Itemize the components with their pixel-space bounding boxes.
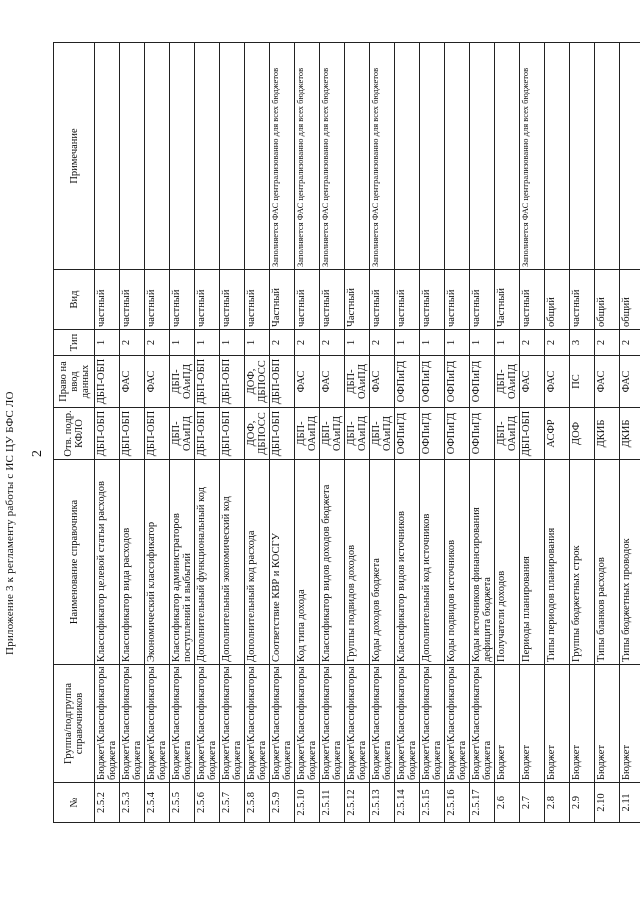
cell-rights: ДБП-ОБП (220, 356, 245, 408)
cell-rights: ПС (570, 356, 595, 408)
cell-kind: общий (595, 270, 620, 330)
cell-rights: ОФПиГД (395, 356, 420, 408)
cell-num: 2.5.16 (445, 783, 470, 823)
cell-name: Дополнительный код расхода (245, 460, 270, 665)
cell-type: 1 (195, 330, 220, 356)
cell-type: 2 (320, 330, 345, 356)
cell-group: Бюджет (595, 665, 620, 783)
cell-kind: Частный (270, 270, 295, 330)
cell-kind: частный (470, 270, 495, 330)
cell-name: Код типа дохода (295, 460, 320, 665)
col-header-type: Тип (54, 330, 95, 356)
cell-name: Дополнительный функциональный код (195, 460, 220, 665)
cell-type: 2 (295, 330, 320, 356)
cell-kind: общий (545, 270, 570, 330)
cell-name: Соответствие КВР и КОСГУ (270, 460, 295, 665)
table-row (170, 43, 195, 823)
cell-kfo: ДБП-ОАиПД (370, 408, 395, 460)
cell-type: 2 (620, 330, 640, 356)
cell-rights: ОФПиГД (420, 356, 445, 408)
cell-num: 2.9 (570, 783, 595, 823)
cell-num: 2.5.11 (320, 783, 345, 823)
cell-kind: общий (620, 270, 640, 330)
cell-num: 2.5.17 (470, 783, 495, 823)
cell-note (220, 43, 245, 270)
table-row (245, 43, 270, 823)
table-row (345, 43, 370, 823)
cell-kind: частный (420, 270, 445, 330)
cell-type: 2 (595, 330, 620, 356)
cell-group: Бюджет\Классификаторы бюджета (345, 665, 370, 783)
cell-note (395, 43, 420, 270)
col-header-rights: Право на ввод данных (54, 356, 95, 408)
cell-group: Бюджет (620, 665, 640, 783)
cell-rights: ФАС (320, 356, 345, 408)
cell-kind: частный (220, 270, 245, 330)
cell-num: 2.7 (520, 783, 545, 823)
cell-group: Бюджет\Классификаторы бюджета (270, 665, 295, 783)
cell-group: Бюджет\Классификаторы бюджета (320, 665, 345, 783)
table-row (295, 43, 320, 823)
cell-kfo: ДБП-ОАиПД (495, 408, 520, 460)
appendix-caption: Приложение 3 к регламенту работы с ИС ЦУ БФС ЛО (4, 391, 16, 655)
cell-kfo: ДОФ, ДБПОСС (245, 408, 270, 460)
cell-name: Классификатор видов источников (395, 460, 420, 665)
cell-type: 1 (470, 330, 495, 356)
cell-group: Бюджет\Классификаторы бюджета (245, 665, 270, 783)
cell-kind: частный (195, 270, 220, 330)
table-row (420, 43, 445, 823)
cell-note: Заполняется ФАС централизованно для всех бюджетов (370, 43, 395, 270)
cell-note (445, 43, 470, 270)
table-row (270, 43, 295, 823)
cell-kfo: ДБП-ОАиПД (170, 408, 195, 460)
page-number: 2 (30, 450, 45, 457)
cell-num: 2.5.15 (420, 783, 445, 823)
cell-rights: ФАС (520, 356, 545, 408)
cell-note (595, 43, 620, 270)
table-row (195, 43, 220, 823)
cell-kind: Частный (345, 270, 370, 330)
table-header-row (54, 43, 95, 823)
cell-kind: частный (570, 270, 595, 330)
cell-type: 1 (495, 330, 520, 356)
cell-num: 2.5.10 (295, 783, 320, 823)
cell-type: 1 (95, 330, 120, 356)
cell-rights: ОФПиГД (445, 356, 470, 408)
cell-name: Классификатор целевой статьи расходов (95, 460, 120, 665)
cell-kind: частный (370, 270, 395, 330)
cell-num: 2.5.2 (95, 783, 120, 823)
cell-type: 1 (445, 330, 470, 356)
cell-rights: ДБП-ОАиПД (345, 356, 370, 408)
cell-kind: частный (170, 270, 195, 330)
cell-note (495, 43, 520, 270)
cell-kfo: АСФР (545, 408, 570, 460)
cell-rights: ФАС (620, 356, 640, 408)
cell-group: Бюджет\Классификаторы бюджета (470, 665, 495, 783)
cell-num: 2.5.6 (195, 783, 220, 823)
cell-kind: частный (95, 270, 120, 330)
table-row (95, 43, 120, 823)
cell-name: Экономический классификатор (145, 460, 170, 665)
cell-kind: частный (395, 270, 420, 330)
directories-table (53, 42, 640, 823)
cell-note (470, 43, 495, 270)
cell-group: Бюджет (545, 665, 570, 783)
cell-group: Бюджет\Классификаторы бюджета (120, 665, 145, 783)
cell-kfo: ОФПиГД (395, 408, 420, 460)
cell-note (95, 43, 120, 270)
cell-kfo: ДКИБ (620, 408, 640, 460)
cell-kind: частный (145, 270, 170, 330)
cell-name: Дополнительный экономический код (220, 460, 245, 665)
cell-group: Бюджет\Классификаторы бюджета (145, 665, 170, 783)
cell-rights: ДБП-ОАиПД (170, 356, 195, 408)
cell-type: 2 (370, 330, 395, 356)
table-row (395, 43, 420, 823)
cell-type: 2 (545, 330, 570, 356)
table-row (620, 43, 640, 823)
cell-note: Заполняется ФАС централизованно для всех бюджетов (295, 43, 320, 270)
cell-name: Типы периодов планирования (545, 460, 570, 665)
cell-num: 2.5.3 (120, 783, 145, 823)
table-row (545, 43, 570, 823)
cell-num: 2.5.5 (170, 783, 195, 823)
cell-kind: частный (120, 270, 145, 330)
cell-rights: ДБП-ОАиПД (495, 356, 520, 408)
cell-num: 2.11 (620, 783, 640, 823)
cell-num: 2.10 (595, 783, 620, 823)
cell-note (245, 43, 270, 270)
cell-num: 2.5.8 (245, 783, 270, 823)
cell-group: Бюджет\Классификаторы бюджета (395, 665, 420, 783)
cell-type: 1 (245, 330, 270, 356)
cell-kind: частный (320, 270, 345, 330)
cell-rights: ФАС (295, 356, 320, 408)
table-row (370, 43, 395, 823)
cell-kfo: ДБП-ОАиПД (345, 408, 370, 460)
cell-group: Бюджет (570, 665, 595, 783)
cell-name: Коды подвидов источников (445, 460, 470, 665)
cell-type: 1 (345, 330, 370, 356)
cell-rights: ДБП-ОБП (195, 356, 220, 408)
cell-name: Классификатор администраторов поступлений и выбытий (170, 460, 195, 665)
cell-group: Бюджет\Классификаторы бюджета (370, 665, 395, 783)
cell-group: Бюджет (495, 665, 520, 783)
cell-group: Бюджет\Классификаторы бюджета (420, 665, 445, 783)
cell-rights: ФАС (145, 356, 170, 408)
cell-type: 1 (220, 330, 245, 356)
cell-type: 2 (120, 330, 145, 356)
cell-kfo: ДОФ (570, 408, 595, 460)
cell-type: 2 (145, 330, 170, 356)
table-row (595, 43, 620, 823)
col-header-note: Примечание (54, 43, 95, 270)
cell-kind: частный (245, 270, 270, 330)
table-row (145, 43, 170, 823)
cell-kfo: ДБП-ОБП (520, 408, 545, 460)
cell-note (145, 43, 170, 270)
cell-type: 1 (170, 330, 195, 356)
table-row (520, 43, 545, 823)
table-row (570, 43, 595, 823)
cell-kfo: ДБП-ОБП (195, 408, 220, 460)
cell-kfo: ОФПиГД (445, 408, 470, 460)
cell-type: 2 (270, 330, 295, 356)
table-row (220, 43, 245, 823)
cell-num: 2.5.7 (220, 783, 245, 823)
cell-kfo: ОФПиГД (470, 408, 495, 460)
cell-type: 2 (520, 330, 545, 356)
cell-kind: частный (520, 270, 545, 330)
cell-kfo: ДБП-ОБП (95, 408, 120, 460)
cell-note (420, 43, 445, 270)
cell-rights: ФАС (545, 356, 570, 408)
cell-name: Дополнительный код источников (420, 460, 445, 665)
col-header-group: Группа/подгруппа справочников (54, 665, 95, 783)
cell-type: 3 (570, 330, 595, 356)
cell-num: 2.5.12 (345, 783, 370, 823)
cell-group: Бюджет\Классификаторы бюджета (195, 665, 220, 783)
cell-rights: ОФПиГД (470, 356, 495, 408)
cell-note (195, 43, 220, 270)
cell-note (170, 43, 195, 270)
cell-group: Бюджет\Классификаторы бюджета (445, 665, 470, 783)
cell-num: 2.6 (495, 783, 520, 823)
col-header-name: Наименование справочника (54, 460, 95, 665)
cell-rights: ФАС (595, 356, 620, 408)
cell-note (620, 43, 640, 270)
table-row (495, 43, 520, 823)
cell-kfo: ДБП-ОАиПД (295, 408, 320, 460)
cell-name: Получатели доходов (495, 460, 520, 665)
cell-kind: частный (295, 270, 320, 330)
cell-group: Бюджет\Классификаторы бюджета (170, 665, 195, 783)
cell-note: Заполняется ФАС централизованно для всех бюджетов (270, 43, 295, 270)
cell-kind: частный (445, 270, 470, 330)
cell-num: 2.5.13 (370, 783, 395, 823)
cell-name: Классификатор вида расходов (120, 460, 145, 665)
cell-group: Бюджет\Классификаторы бюджета (95, 665, 120, 783)
cell-note (120, 43, 145, 270)
cell-rights: ФАС (370, 356, 395, 408)
cell-kfo: ДБП-ОБП (120, 408, 145, 460)
cell-name: Классификатор видов доходов бюджета (320, 460, 345, 665)
cell-name: Типы бланков расходов (595, 460, 620, 665)
cell-note: Заполняется ФАС централизованно для всех бюджетов (520, 43, 545, 270)
col-header-kfo: Отв. подр. КФЛО (54, 408, 95, 460)
cell-kfo: ОФПиГД (420, 408, 445, 460)
cell-rights: ДБП-ОБП (95, 356, 120, 408)
cell-group: Бюджет\Классификаторы бюджета (220, 665, 245, 783)
cell-num: 2.5.4 (145, 783, 170, 823)
cell-kfo: ДБП-ОБП (220, 408, 245, 460)
cell-kfo: ДБП-ОБП (270, 408, 295, 460)
cell-name: Коды доходов бюджета (370, 460, 395, 665)
cell-note (345, 43, 370, 270)
cell-type: 1 (420, 330, 445, 356)
table-row (470, 43, 495, 823)
cell-kfo: ДКИБ (595, 408, 620, 460)
cell-num: 2.5.14 (395, 783, 420, 823)
table-row (120, 43, 145, 823)
cell-name: Группы подвидов доходов (345, 460, 370, 665)
cell-note (570, 43, 595, 270)
cell-type: 1 (395, 330, 420, 356)
cell-name: Группы бюджетных строк (570, 460, 595, 665)
cell-group: Бюджет (520, 665, 545, 783)
cell-kfo: ДБП-ОБП (145, 408, 170, 460)
cell-group: Бюджет\Классификаторы бюджета (295, 665, 320, 783)
cell-num: 2.8 (545, 783, 570, 823)
cell-rights: ДБП-ОБП (270, 356, 295, 408)
cell-kind: Частный (495, 270, 520, 330)
col-header-kind: Вид (54, 270, 95, 330)
cell-kfo: ДБП-ОАиПД (320, 408, 345, 460)
col-header-num: № (54, 783, 95, 823)
cell-rights: ФАС (120, 356, 145, 408)
table-row (320, 43, 345, 823)
cell-name: Коды источников финансирования дефицита бюджета (470, 460, 495, 665)
cell-num: 2.5.9 (270, 783, 295, 823)
cell-note: Заполняется ФАС централизованно для всех бюджетов (320, 43, 345, 270)
cell-note (545, 43, 570, 270)
cell-rights: ДОФ, ДБПОСС (245, 356, 270, 408)
cell-name: Типы бюджетных проводок (620, 460, 640, 665)
cell-name: Периоды планирования (520, 460, 545, 665)
table-row (445, 43, 470, 823)
